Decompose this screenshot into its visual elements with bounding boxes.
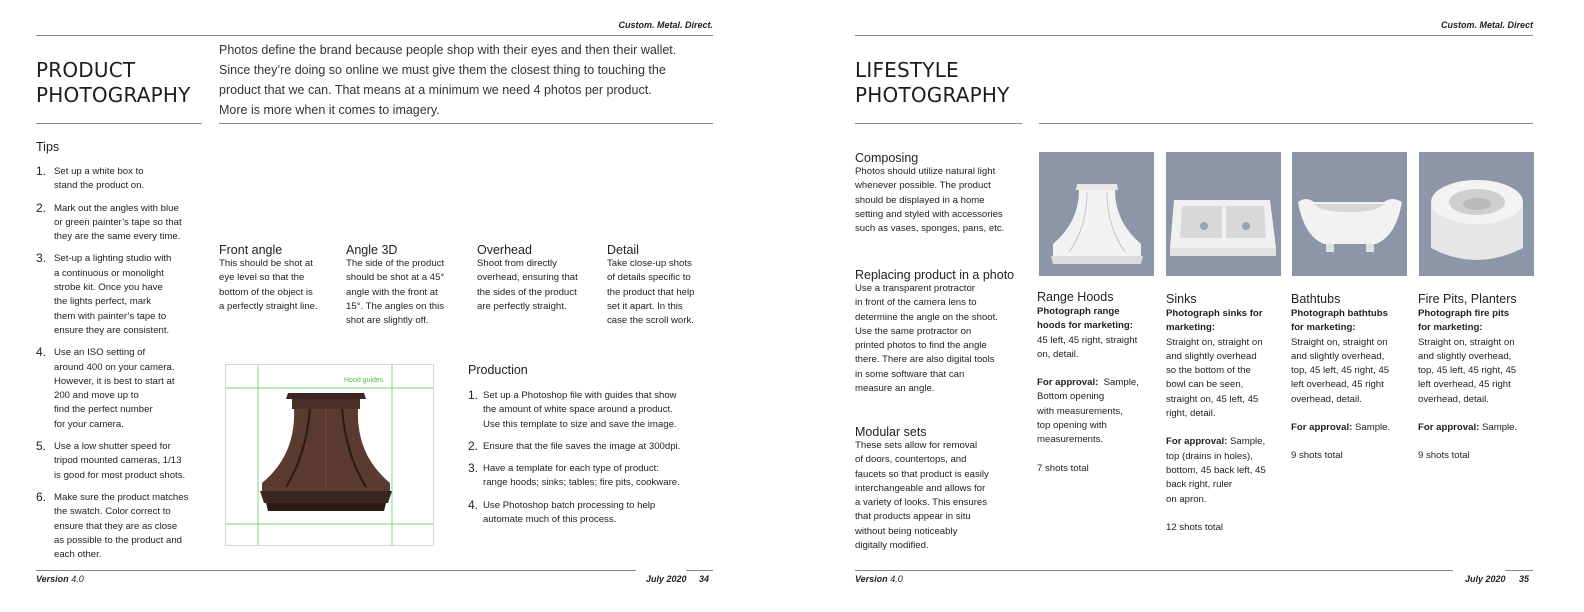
- tip-line: or green painter’s tape so that: [54, 216, 182, 228]
- tip-number: 4.: [36, 345, 47, 360]
- angle-line: set it apart. In this: [607, 300, 683, 312]
- intro-line: Since they’re doing so online we must give them the closest thing to touching the: [219, 63, 666, 77]
- shots-total: 7 shots total: [1037, 462, 1089, 474]
- marketing-line: straight on, 45 left, 45: [1166, 393, 1259, 405]
- tip-line: strobe kit. Once you have: [54, 282, 163, 294]
- section-line: in front of the camera lens to: [855, 297, 977, 309]
- production-number: 3.: [468, 461, 479, 476]
- marketing-line: left overhead, 45 right: [1418, 379, 1511, 391]
- product-text: [1418, 307, 1538, 464]
- range-hood-illustration: [260, 393, 392, 511]
- tip-number: 1.: [36, 164, 47, 178]
- tip-line: for your camera.: [54, 418, 124, 430]
- fire-pit-photo: [1419, 152, 1534, 276]
- right-footer-rule: [855, 570, 1453, 571]
- approval-label: For approval:: [1291, 422, 1353, 434]
- angle-3d: [346, 243, 471, 328]
- marketing-heading: marketing:: [1166, 322, 1216, 334]
- section-modular: [855, 425, 1030, 553]
- tip-line: However, it is best to start at: [54, 375, 175, 387]
- tip-line: them with painter’s tape to: [54, 310, 167, 322]
- section-line: such as vases, sponges, pans, etc.: [855, 223, 1005, 235]
- approval-line: Sample,: [1103, 377, 1139, 389]
- hood-guides-svg: [226, 365, 433, 545]
- angle-text: [219, 257, 344, 314]
- production-line: the amount of white space around a product.: [483, 404, 673, 416]
- approval-line: on apron.: [1166, 493, 1207, 505]
- section-line: in some software that can: [855, 368, 965, 380]
- marketing-line: right, detail.: [1166, 408, 1216, 420]
- approval-line: top (drains in holes),: [1166, 450, 1253, 462]
- footer-date: July 2020: [1465, 574, 1506, 584]
- approval-line: Sample.: [1481, 422, 1518, 434]
- tip-line: Use a low shutter speed for: [54, 441, 171, 453]
- section-line: of doors, countertops, and: [855, 454, 967, 466]
- left-footer-rule: [36, 570, 636, 571]
- angle-line: shot are slightly off.: [346, 315, 429, 327]
- approval-label: For approval:: [1166, 436, 1228, 448]
- tip-line: find the perfect number: [54, 404, 153, 416]
- section-text: [855, 282, 1035, 396]
- section-composing: [855, 151, 1030, 236]
- production-line: Use this template to size and save the image.: [483, 418, 677, 430]
- tip-line: stand the product on.: [54, 180, 145, 192]
- title-line-2: PHOTOGRAPHY: [36, 83, 191, 107]
- left-footer-date: [646, 574, 687, 584]
- version-number: 4.0: [890, 574, 903, 584]
- angle-line: a perfectly straight line.: [219, 300, 318, 312]
- angle-line: The side of the product: [346, 258, 445, 269]
- angle-line: bottom of the object is: [219, 286, 313, 298]
- angle-line: of details specific to: [607, 272, 691, 284]
- section-line: interchangeable and allows for: [855, 482, 986, 494]
- right-brand: Custom. Metal. Direct: [1440, 20, 1533, 30]
- title-line-2: PHOTOGRAPHY: [855, 83, 1010, 107]
- bathtub-photo: [1292, 152, 1407, 276]
- tip-item: [36, 165, 206, 194]
- marketing-heading: Photograph sinks for: [1166, 308, 1263, 319]
- tip-line: each other.: [54, 549, 102, 561]
- sink-photo: [1166, 152, 1281, 276]
- intro-line: More is more when it comes to imagery.: [219, 103, 440, 117]
- angle-line: Take close-up shots: [607, 258, 692, 269]
- production-item: [468, 440, 718, 454]
- product-bathtubs: [1291, 292, 1411, 464]
- production-line: Use Photoshop batch processing to help: [483, 499, 656, 511]
- production-line: range hoods; sinks; tables; fire pits, cookware.: [483, 477, 680, 489]
- approval-line: measurements.: [1037, 434, 1104, 446]
- production-list: [468, 389, 718, 535]
- left-top-rule: [36, 35, 713, 36]
- marketing-line: Straight on, straight on: [1291, 336, 1388, 348]
- right-footer-date: [1465, 574, 1506, 584]
- section-line: determine the angle on the shoot.: [855, 311, 998, 323]
- tip-line: ensure they are consistent.: [54, 324, 170, 336]
- page-title-right: [855, 58, 1010, 108]
- section-line: setting and styled with accessories: [855, 208, 1003, 220]
- production-number: 2.: [468, 438, 479, 453]
- left-page-number: [699, 574, 709, 584]
- angle-line: overhead, ensuring that: [477, 272, 578, 284]
- product-fire-pits: [1418, 292, 1538, 464]
- angle-text: [477, 257, 602, 314]
- angle-line: angle with the front at: [346, 286, 438, 298]
- shots-total: 9 shots total: [1291, 450, 1343, 462]
- production-item: [468, 389, 718, 432]
- tip-line: Mark out the angles with blue: [54, 202, 179, 214]
- right-page-number: [1519, 574, 1529, 584]
- left-footer-version: [36, 574, 84, 584]
- marketing-heading: Photograph range: [1037, 306, 1120, 317]
- approval-label: For approval:: [1037, 377, 1099, 389]
- marketing-line: 45 left, 45 right, straight: [1037, 334, 1138, 346]
- section-line: printed photos to find the angle: [855, 340, 987, 352]
- tip-line: Set up a white box to: [54, 166, 144, 177]
- section-line: faucets so that product is easily: [855, 468, 989, 480]
- marketing-line: on, detail.: [1037, 348, 1079, 360]
- section-line: without being noticeably: [855, 525, 958, 537]
- title-rule-right: [855, 123, 1022, 124]
- angle-title: Front angle: [219, 243, 283, 257]
- intro-line: Photos define the brand because people shop with their eyes and then their wallet.: [219, 43, 677, 57]
- angle-overhead: [477, 243, 602, 314]
- approval-line: Sample,: [1229, 436, 1266, 448]
- angle-line: should be shot at a 45°: [346, 272, 445, 284]
- section-replacing: [855, 268, 1035, 396]
- angle-line: are perfectly straight.: [477, 300, 567, 312]
- tip-line: is good for most product shots.: [54, 469, 186, 481]
- tip-line: ensure that they are as close: [54, 520, 178, 532]
- angle-front: [219, 243, 344, 314]
- production-item: [468, 462, 718, 491]
- title-rule-right-2: [1039, 123, 1533, 124]
- angle-line: This should be shot at: [219, 258, 313, 269]
- approval-line: Bottom opening: [1037, 391, 1105, 403]
- marketing-line: overhead, detail.: [1291, 393, 1362, 405]
- tip-number: 3.: [36, 251, 47, 266]
- production-number: 1.: [468, 388, 479, 402]
- right-top-rule: [855, 35, 1533, 36]
- approval-line: with measurements,: [1037, 405, 1123, 417]
- tip-line: Make sure the product matches: [54, 491, 189, 503]
- tip-item: [36, 346, 206, 432]
- section-line: Use a transparent protractor: [855, 283, 975, 294]
- product-name: Bathtubs: [1291, 292, 1341, 306]
- marketing-line: top, 45 left, 45 right, 45: [1418, 365, 1517, 377]
- product-range-hoods: [1037, 290, 1162, 476]
- section-line: Photos should utilize natural light: [855, 166, 996, 177]
- title-line-1: PRODUCT: [36, 58, 136, 82]
- approval-label: For approval:: [1418, 422, 1480, 434]
- intro-paragraph: [219, 40, 714, 120]
- marketing-line: Straight on, straight on: [1418, 336, 1515, 348]
- marketing-heading: Photograph fire pits: [1418, 308, 1510, 319]
- tip-line: Set-up a lighting studio with: [54, 253, 172, 265]
- version-label: Version: [36, 574, 69, 584]
- page-title-left: [36, 58, 191, 108]
- marketing-line: so the bottom of the: [1166, 365, 1251, 377]
- section-line: Use the same protractor on: [855, 325, 972, 337]
- approval-line: Sample.: [1354, 422, 1391, 434]
- tip-item: [36, 491, 206, 562]
- tip-number: 6.: [36, 489, 47, 504]
- hood-template-image: [225, 364, 434, 546]
- version-label: Version: [855, 574, 888, 584]
- tip-line: as possible to the product and: [54, 534, 183, 546]
- approval-line: top opening with: [1037, 420, 1107, 432]
- approval-line: back right, ruler: [1166, 479, 1233, 491]
- shots-total: 12 shots total: [1166, 521, 1224, 533]
- angle-line: Shoot from directly: [477, 258, 557, 269]
- title-line-1: LIFESTYLE: [855, 58, 959, 82]
- product-text: [1166, 307, 1286, 535]
- tip-line: the lights perfect, mark: [54, 296, 152, 308]
- marketing-line: bowl can be seen,: [1166, 379, 1244, 391]
- production-line: Ensure that the file saves the image at 300dpi.: [483, 440, 681, 452]
- marketing-heading: hoods for marketing:: [1037, 320, 1133, 332]
- marketing-line: and slightly overhead,: [1291, 350, 1385, 362]
- intro-line: product that we can. That means at a minimum we need 4 photos per product.: [219, 83, 652, 97]
- tip-line: around 400 on your camera.: [54, 361, 175, 373]
- section-line: there. There are also digital tools: [855, 354, 995, 366]
- version-number: 4.0: [71, 574, 84, 584]
- angle-title: Angle 3D: [346, 243, 398, 257]
- product-name: Sinks: [1166, 292, 1197, 306]
- section-title: Composing: [855, 151, 919, 165]
- angle-line: the product that help: [607, 286, 695, 298]
- tip-item: [36, 202, 206, 245]
- section-title: Replacing product in a photo: [855, 268, 1015, 282]
- approval-line: bottom, 45 back left, 45: [1166, 464, 1266, 476]
- section-line: measure an angle.: [855, 383, 935, 395]
- angle-line: eye level so that the: [219, 272, 305, 284]
- tips-list: [36, 165, 206, 570]
- tip-line: tripod mounted cameras, 1/13: [54, 455, 182, 467]
- production-line: Set up a Photoshop file with guides that show: [483, 390, 677, 401]
- section-line: a variety of looks. This ensures: [855, 497, 988, 509]
- tip-line: Use an ISO setting of: [54, 347, 146, 359]
- section-line: These sets allow for removal: [855, 440, 978, 451]
- section-text: [855, 439, 1030, 553]
- marketing-heading: for marketing:: [1291, 322, 1356, 334]
- tip-number: 2.: [36, 200, 47, 215]
- angle-text: [607, 257, 717, 328]
- left-brand: Custom. Metal. Direct.: [618, 20, 713, 30]
- product-text: [1291, 307, 1411, 464]
- marketing-heading: Photograph bathtubs: [1291, 308, 1388, 319]
- production-number: 4.: [468, 497, 479, 512]
- right-footer-version: [855, 574, 903, 584]
- tip-line: the swatch. Color correct to: [54, 506, 171, 518]
- marketing-line: top, 45 left, 45 right, 45: [1291, 365, 1390, 377]
- tip-line: 200 and move up to: [54, 390, 139, 402]
- tip-line: a continuous or monolight: [54, 267, 164, 279]
- angle-title: Detail: [607, 243, 639, 257]
- section-title: Modular sets: [855, 425, 927, 439]
- angle-title: Overhead: [477, 243, 532, 257]
- product-sinks: [1166, 292, 1286, 535]
- tip-number: 5.: [36, 439, 47, 454]
- production-line: Have a template for each type of product:: [483, 463, 659, 475]
- product-name: Fire Pits, Planters: [1418, 292, 1517, 306]
- marketing-line: left overhead, 45 right: [1291, 379, 1384, 391]
- shots-total: 9 shots total: [1418, 450, 1470, 462]
- angle-line: case the scroll work.: [607, 315, 694, 327]
- left-footer-rule-2: [686, 570, 713, 571]
- marketing-line: overhead, detail.: [1418, 393, 1489, 405]
- section-text: [855, 165, 1030, 236]
- range-hood-photo: [1039, 152, 1154, 276]
- production-line: automate much of this process.: [483, 514, 617, 526]
- page-number: 35: [1519, 574, 1530, 584]
- tip-line: they are the same every time.: [54, 231, 181, 243]
- guide-label: Hood guides: [344, 377, 384, 384]
- production-item: [468, 499, 718, 528]
- production-heading: Production: [468, 363, 528, 377]
- section-line: should be displayed in a home: [855, 194, 985, 206]
- intro-rule: [219, 123, 713, 124]
- marketing-heading: for marketing:: [1418, 322, 1483, 334]
- section-line: that products appear in situ: [855, 511, 971, 523]
- product-text: [1037, 305, 1162, 476]
- section-line: whenever possible. The product: [855, 180, 991, 192]
- angle-text: [346, 257, 471, 328]
- angle-line: the sides of the product: [477, 286, 577, 298]
- tips-heading: Tips: [36, 140, 60, 154]
- angle-line: 15°. The angles on this: [346, 300, 445, 312]
- marketing-line: Straight on, straight on: [1166, 336, 1263, 348]
- marketing-line: and slightly overhead: [1166, 350, 1257, 362]
- angle-detail: [607, 243, 717, 328]
- tip-item: [36, 440, 206, 483]
- footer-date: July 2020: [646, 574, 687, 584]
- right-footer-rule-2: [1505, 570, 1533, 571]
- section-line: digitally modified.: [855, 540, 929, 552]
- title-rule-left: [36, 123, 202, 124]
- page-number: 34: [699, 574, 710, 584]
- tip-item: [36, 252, 206, 338]
- product-name: Range Hoods: [1037, 290, 1114, 304]
- marketing-line: and slightly overhead,: [1418, 350, 1512, 362]
